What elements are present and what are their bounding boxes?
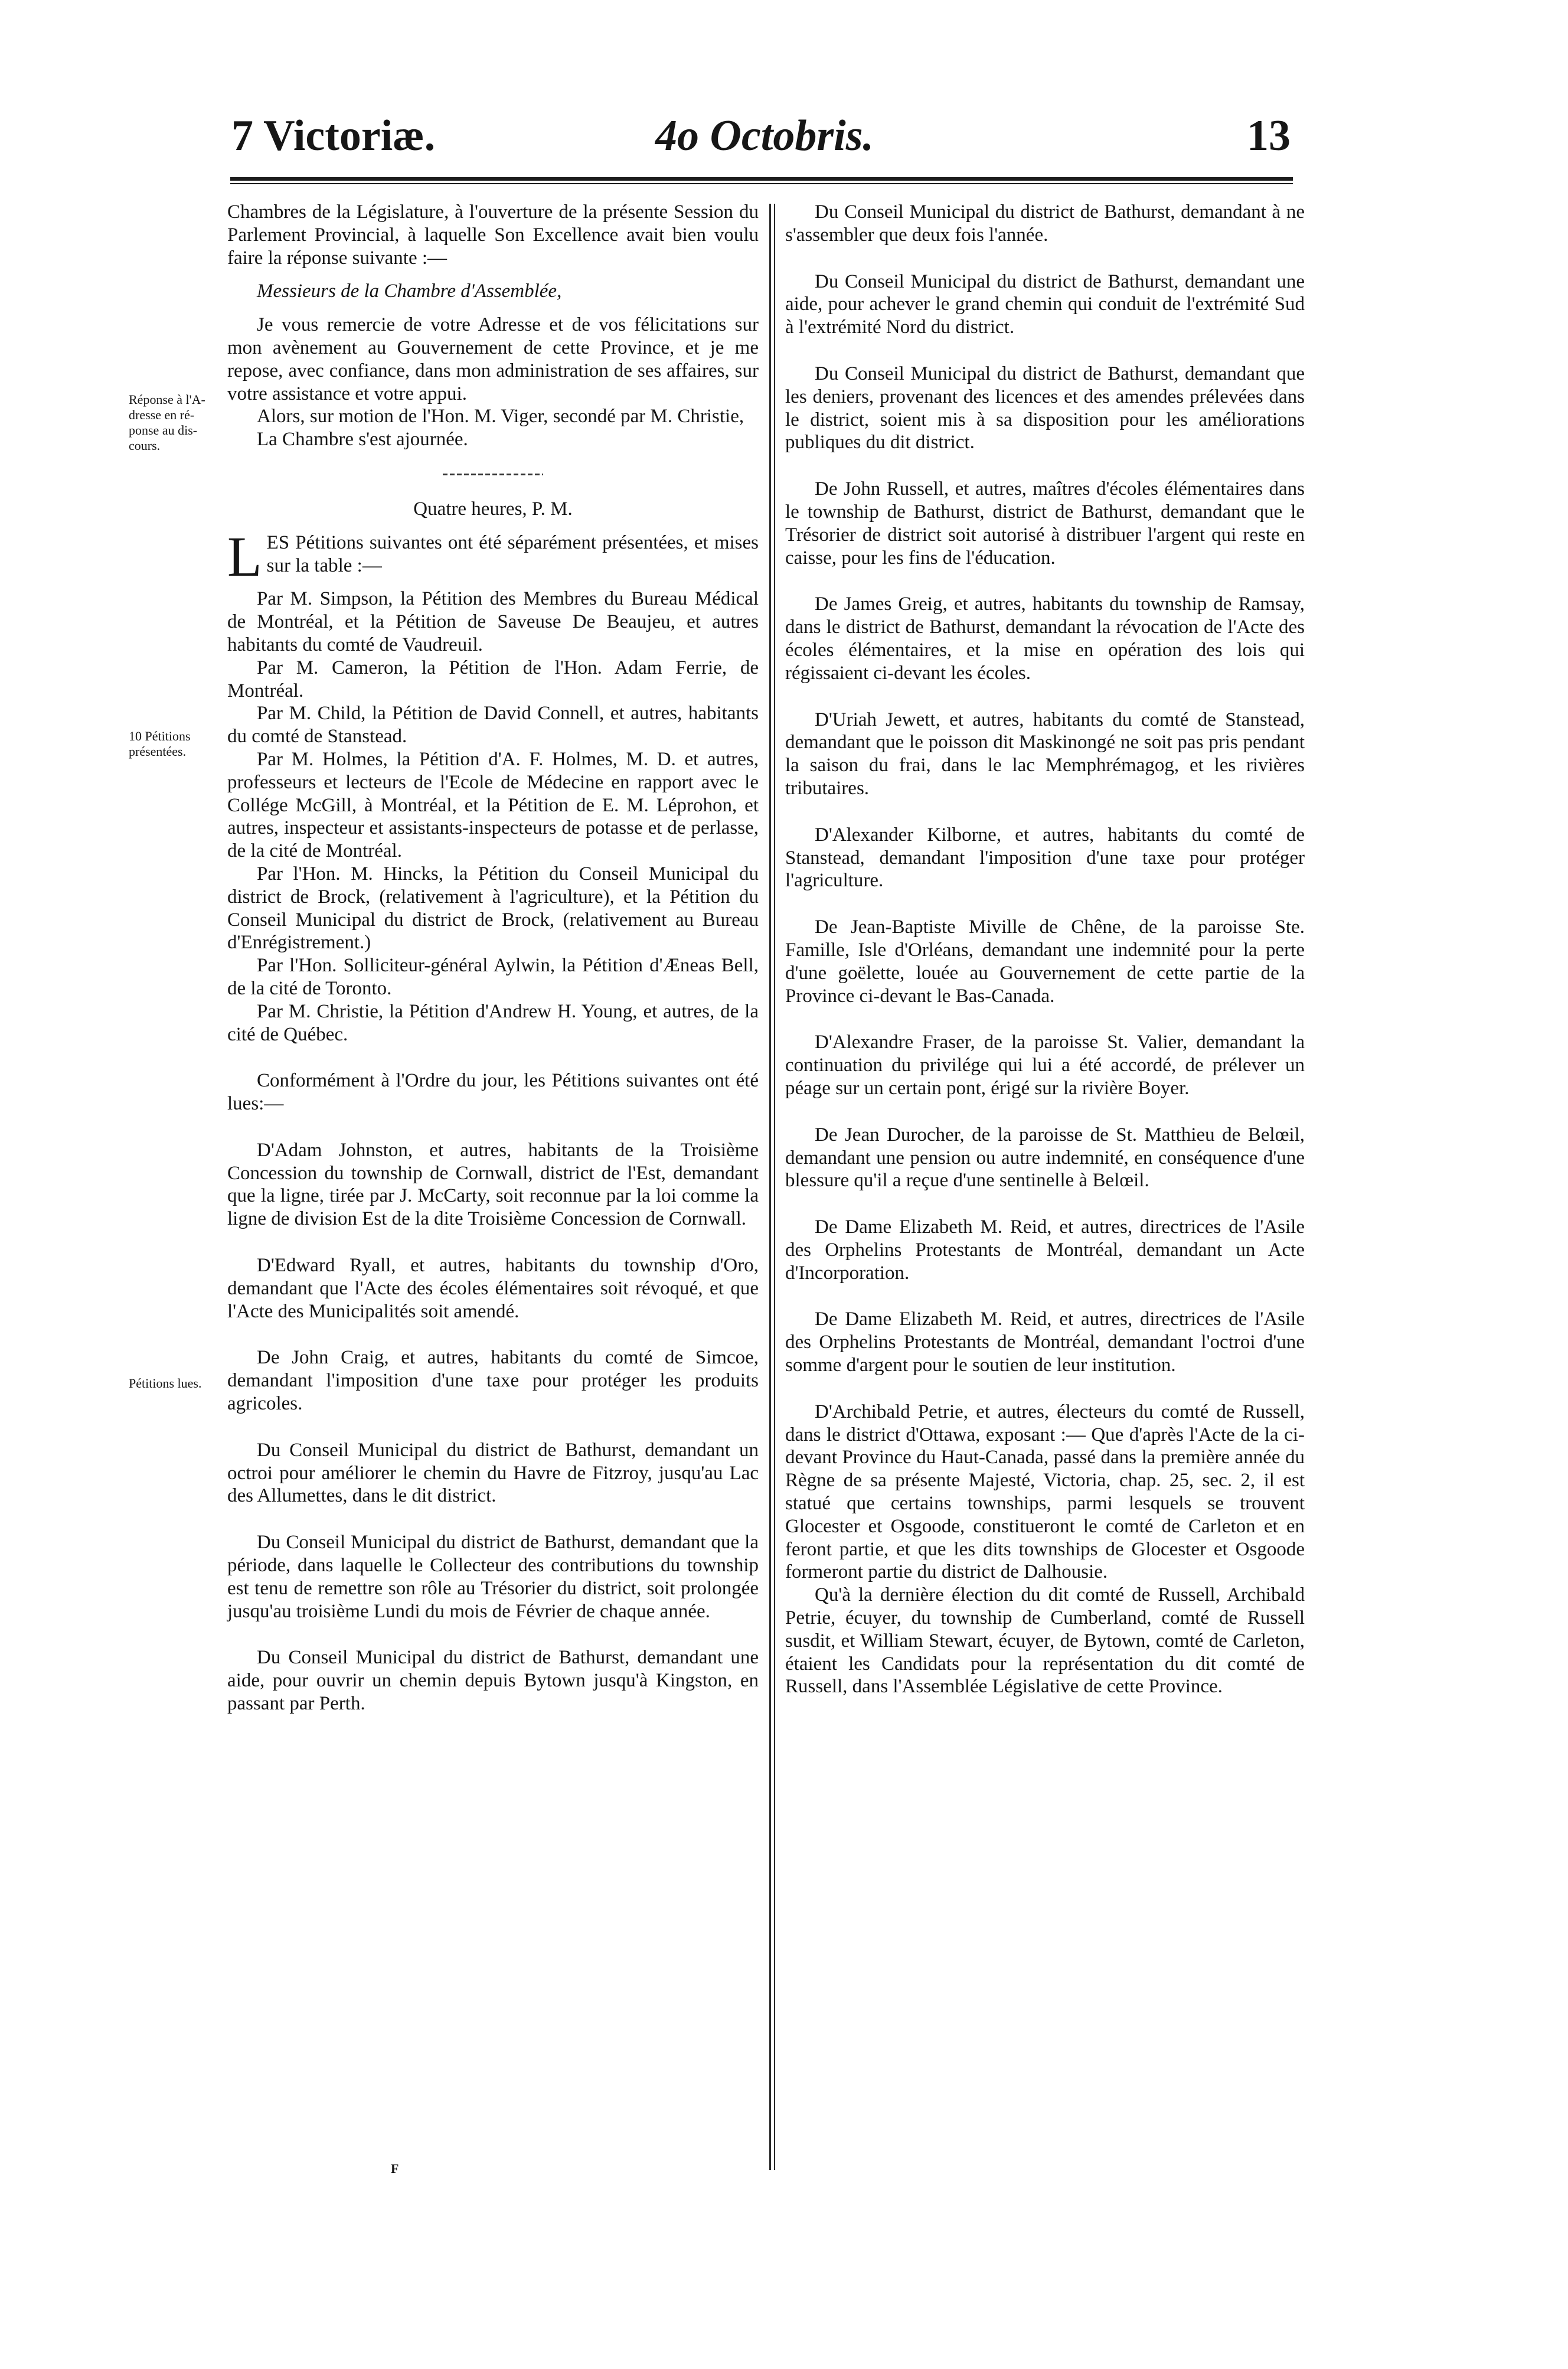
petition-presented: Par l'Hon. Solliciteur-général Aylwin, la Pétition d'Æneas Bell, de la cité de Toronto.: [227, 955, 759, 999]
petition-read: De Jean Durocher, de la paroisse de St. Matthieu de Belœil, demandant une pension ou autre indemnité, en conséquence d'une blessure qu'il a reçue d'une sentinelle à Belœil.: [785, 1124, 1305, 1192]
margin-note-reply: Réponse à l'A-dresse en ré-ponse au dis-cours.: [129, 392, 205, 453]
margin-note-petitions-read: Pétitions lues.: [129, 1376, 202, 1391]
petition-presented: Par M. Christie, la Pétition d'Andrew H. Young, et autres, de la cité de Québec.: [227, 1000, 759, 1045]
petition-presented: Par M. Cameron, la Pétition de l'Hon. Adam Ferrie, de Montréal.: [227, 657, 759, 701]
petition-read: Du Conseil Municipal du district de Bathurst, demandant une aide, pour ouvrir un chemin depuis Bytown jusqu'à Kingston, en passant par Perth.: [227, 1647, 759, 1715]
time-heading: Quatre heures, P. M.: [413, 498, 573, 520]
petitions-read-intro: Conformément à l'Ordre du jour, les Pétitions suivantes ont été lues:—: [227, 1070, 759, 1115]
header-rule-thin: [230, 183, 1293, 184]
petitions-intro: LES Pétitions suivantes ont été séparément présentées, et mises sur la table :—: [227, 524, 759, 588]
left-column: [227, 201, 759, 1715]
petition-read: D'Uriah Jewett, et autres, habitants du comté de Stanstead, demandant que le poisson dit Maskinongé ne soit pas pris pendant la saison du frai, dans le lac Memphrémagog, et les rivières tributaires.: [785, 709, 1305, 799]
petition-read: D'Alexander Kilborne, et autres, habitants du comté de Stanstead, demandant l'imposition d'une taxe pour protéger l'agriculture.: [785, 824, 1305, 892]
column-divider: [769, 204, 771, 2170]
petition-read: D'Alexandre Fraser, de la paroisse St. Valier, demandant la continuation du privilége qui lui a été accordé, de prélever un péage sur un certain pont, érigé sur la rivière Boyer.: [785, 1032, 1305, 1099]
petition-read: Du Conseil Municipal du district de Bathurst, demandant que les deniers, provenant des licences et des amendes prélevées dans le district, soient mis à sa disposition pour les améliorations publiques du dit district.: [785, 363, 1305, 453]
petition-read: D'Adam Johnston, et autres, habitants de la Troisième Concession du township de Cornwall, district de l'Est, demandant que la ligne, tirée par J. McCarty, soit reconnue par la loi comme la ligne de division Est de la dite Troisième Concession de Cornwall.: [227, 1139, 759, 1230]
petition-read: De Dame Elizabeth M. Reid, et autres, directrices de l'Asile des Orphelins Protestants de Montréal, demandant l'octroi d'une somme d'argent pour le soutien de leur institution.: [785, 1309, 1305, 1376]
section-separator: [443, 474, 543, 475]
margin-note-petitions-presented: 10 Pétitions présentées.: [129, 729, 191, 759]
petition-read: De James Greig, et autres, habitants du township de Ramsay, dans le district de Bathurst, demandant la révocation de l'Acte des écoles élémentaires, et la mise en opération des lois qui régissaient ci-devant les écoles.: [785, 593, 1305, 684]
running-head-left: 7 Victoriæ.: [231, 112, 436, 160]
address-salutation: Messieurs de la Chambre d'Assemblée,: [257, 280, 562, 302]
petition-presented: Par M. Holmes, la Pétition d'A. F. Holmes, M. D. et autres, professeurs et lecteurs de l'Ecole de Médecine en rapport avec le Collége McGill, à Montréal, et la Pétition de E. M. Léprohon, et autres, inspecteur et assistants-inspecteurs de potasse et de perlasse, de la cité de Montréal.: [227, 748, 759, 862]
petition-presented: Par M. Simpson, la Pétition des Membres du Bureau Médical de Montréal, et la Pétition de Saveuse De Beaujeu, et autres habitants du comté de Vaudreuil.: [227, 588, 759, 655]
adjournment-text: La Chambre s'est ajournée.: [257, 429, 468, 451]
petition-read: D'Archibald Petrie, et autres, électeurs du comté de Russell, dans le district d'Ottawa, exposant :— Que d'après l'Acte de la ci-devant Province du Haut-Canada, passé dans la première année du Règne de sa présente Majesté, Victoria, chap. 25, sec. 2, il est statué que certains townships, parmi lesquels se trouvent Glocester et Osgoode, constitueront le comté de Carleton et en feront partie, et que les dits townships de Glocester et Osgoode formeront partie du district de Dalhousie.: [785, 1401, 1305, 1583]
petition-read: De Dame Elizabeth M. Reid, et autres, directrices de l'Asile des Orphelins Protestants de Montréal, demandant un Acte d'Incorporation.: [785, 1216, 1305, 1284]
signature-mark: F: [391, 2161, 399, 2176]
petition-read: Du Conseil Municipal du district de Bathurst, demandant une aide, pour achever le grand chemin qui conduit de l'extrémité Sud à l'extrémité Nord du district.: [785, 270, 1305, 338]
petition-read: De John Craig, et autres, habitants du comté de Simcoe, demandant l'imposition d'une taxe pour protéger les produits agricoles.: [227, 1347, 759, 1415]
petition-read: De John Russell, et autres, maîtres d'écoles élémentaires dans le township de Bathurst, district de Bathurst, demandant que le Trésorier de district soit autorisé à distribuer l'argent qui reste en caisse, pour les fins de l'éducation.: [785, 478, 1305, 569]
right-column: [785, 201, 1305, 1698]
page-number: 13: [1247, 112, 1291, 160]
petition-read: D'Edward Ryall, et autres, habitants du township d'Oro, demandant que l'Acte des écoles élémentaires soit révoqué, et que l'Acte des Municipalités soit amendé.: [227, 1255, 759, 1322]
petition-presented: Par M. Child, la Pétition de David Connell, et autres, habitants du comté de Stanstead.: [227, 703, 759, 748]
petition-read: De Jean-Baptiste Miville de Chêne, de la paroisse Ste. Famille, Isle d'Orléans, demandant une indemnité pour la perte d'une goëlette, louée au Gouvernement de cette partie de la Province ci-devant le Bas-Canada.: [785, 916, 1305, 1007]
column-divider-thin: [774, 204, 775, 2170]
petition-read: Du Conseil Municipal du district de Bathurst, demandant à ne s'assembler que deux fois l'année.: [785, 201, 1305, 246]
petition-presented: Par l'Hon. M. Hincks, la Pétition du Conseil Municipal du district de Brock, (relativement à l'agriculture), et la Pétition du Conseil Municipal du district de Brock, (relativement au Bureau d'Enrégistrement.): [227, 863, 759, 954]
header-rule-thick: [230, 177, 1293, 181]
motion-text: Alors, sur motion de l'Hon. M. Viger, secondé par M. Christie,: [257, 406, 744, 428]
petition-read-continued: Qu'à la dernière élection du dit comté de Russell, Archibald Petrie, écuyer, du township de Cumberland, comté de Russell susdit, et William Stewart, écuyer, de Bytown, comté de Carleton, étaient les Candidats pour la représentation du dit comté de Russell, dans l'Assemblée Législative de cette Province.: [785, 1584, 1305, 1698]
drop-cap: L: [227, 524, 262, 588]
petition-read: Du Conseil Municipal du district de Bathurst, demandant que la période, dans laquelle le Collecteur des contributions du township est tenu de remettre son rôle au Trésorier du district, soit prolongée jusqu'au troisième Lundi du mois de Février de chaque année.: [227, 1532, 759, 1622]
petition-read: Du Conseil Municipal du district de Bathurst, demandant un octroi pour améliorer le chemin du Havre de Fitzroy, jusqu'au Lac des Allumettes, dans le dit district.: [227, 1439, 759, 1507]
running-head-date: 4o Octobris.: [655, 112, 874, 160]
paragraph-opening: Chambres de la Législature, à l'ouverture de la présente Session du Parlement Provincial, à laquelle Son Excellence avait bien voulu faire la réponse suivante :—: [227, 201, 759, 269]
governor-reply: Je vous remercie de votre Adresse et de vos félicitations sur mon avènement au Gouvernement de cette Province, et je me repose, avec confiance, dans mon administration de ses affaires, sur votre assistance et votre appui.: [227, 314, 759, 404]
